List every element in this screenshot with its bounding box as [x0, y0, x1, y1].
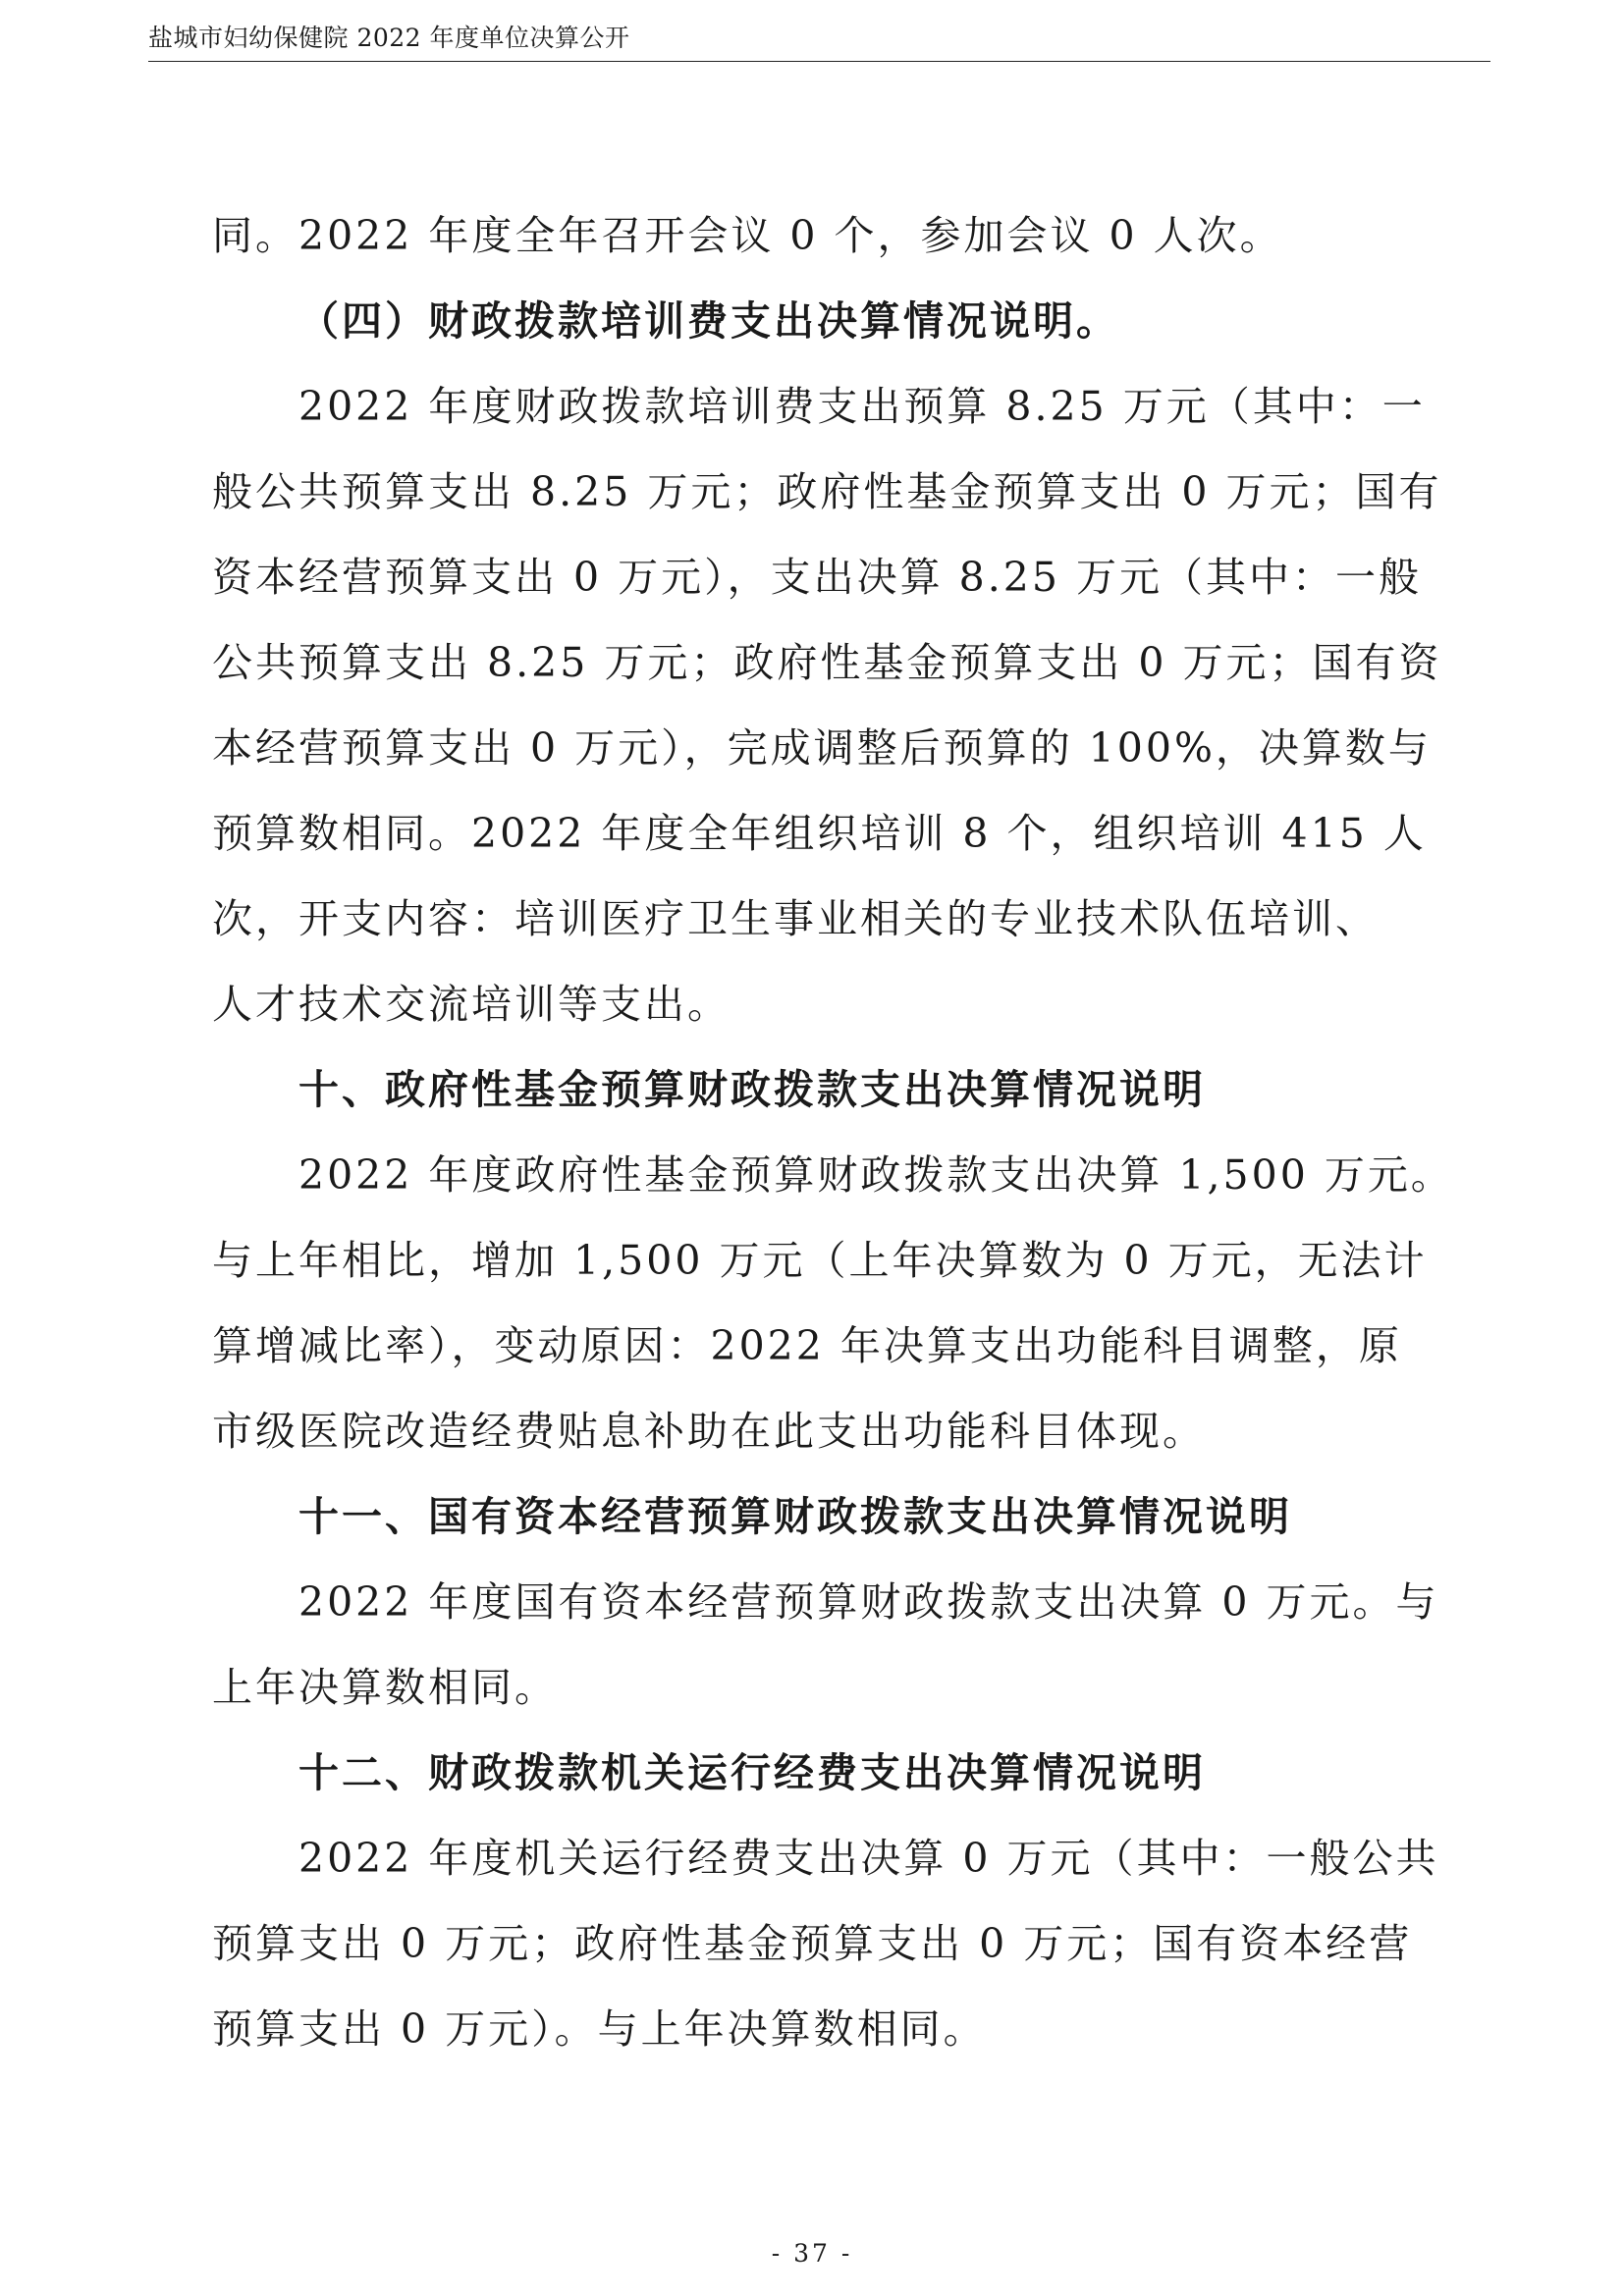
document-body: [212, 193, 1454, 2072]
page-number: - 37 -: [771, 2239, 853, 2268]
paragraph-line: 预算数相同。2022 年度全年组织培训 8 个，组织培训 415 人: [212, 810, 1427, 857]
section-heading: 十、政府性基金预算财政拨款支出决算情况说明: [298, 1066, 1206, 1113]
paragraph-line: 2022 年度财政拨款培训费支出预算 8.25 万元（其中：一: [298, 383, 1426, 430]
paragraph-line: 2022 年度机关运行经费支出决算 0 万元（其中：一般公共: [298, 1835, 1439, 1882]
paragraph-line: 资本经营预算支出 0 万元），支出决算 8.25 万元（其中：一般: [212, 554, 1423, 601]
paragraph-line: 与上年相比，增加 1,500 万元（上年决算数为 0 万元，无法计: [212, 1237, 1428, 1284]
paragraph-line: 般公共预算支出 8.25 万元；政府性基金预算支出 0 万元；国有: [212, 468, 1442, 515]
paragraph-line: 算增减比率），变动原因：2022 年决算支出功能科目调整，原: [212, 1322, 1402, 1369]
paragraph-line: 预算支出 0 万元）。与上年决算数相同。: [212, 2005, 987, 2053]
section-heading: 十二、财政拨款机关运行经费支出决算情况说明: [298, 1749, 1206, 1796]
paragraph-line: 市级医院改造经费贴息补助在此支出功能科目体现。: [212, 1408, 1206, 1455]
paragraph-line: 本经营预算支出 0 万元），完成调整后预算的 100%，决算数与: [212, 724, 1432, 772]
paragraph-line: 同。2022 年度全年召开会议 0 个，参加会议 0 人次。: [212, 212, 1283, 259]
paragraph-line: 2022 年度国有资本经营预算财政拨款支出决算 0 万元。与: [298, 1578, 1439, 1626]
running-header: 盐城市妇幼保健院 2022 年度单位决算公开: [148, 24, 630, 52]
paragraph-line: 预算支出 0 万元；政府性基金预算支出 0 万元；国有资本经营: [212, 1920, 1413, 1967]
section-heading: 十一、国有资本经营预算财政拨款支出决算情况说明: [298, 1493, 1292, 1540]
paragraph-line: 上年决算数相同。: [212, 1664, 558, 1711]
paragraph-line: 2022 年度政府性基金预算财政拨款支出决算 1,500 万元。: [298, 1151, 1454, 1199]
header-rule: [148, 61, 1490, 62]
paragraph-line: 次，开支内容：培训医疗卫生事业相关的专业技术队伍培训、: [212, 895, 1379, 942]
paragraph-line: 人才技术交流培训等支出。: [212, 981, 731, 1028]
paragraph-line: 公共预算支出 8.25 万元；政府性基金预算支出 0 万元；国有资: [212, 639, 1442, 686]
subsection-heading: （四）财政拨款培训费支出决算情况说明。: [298, 297, 1119, 345]
